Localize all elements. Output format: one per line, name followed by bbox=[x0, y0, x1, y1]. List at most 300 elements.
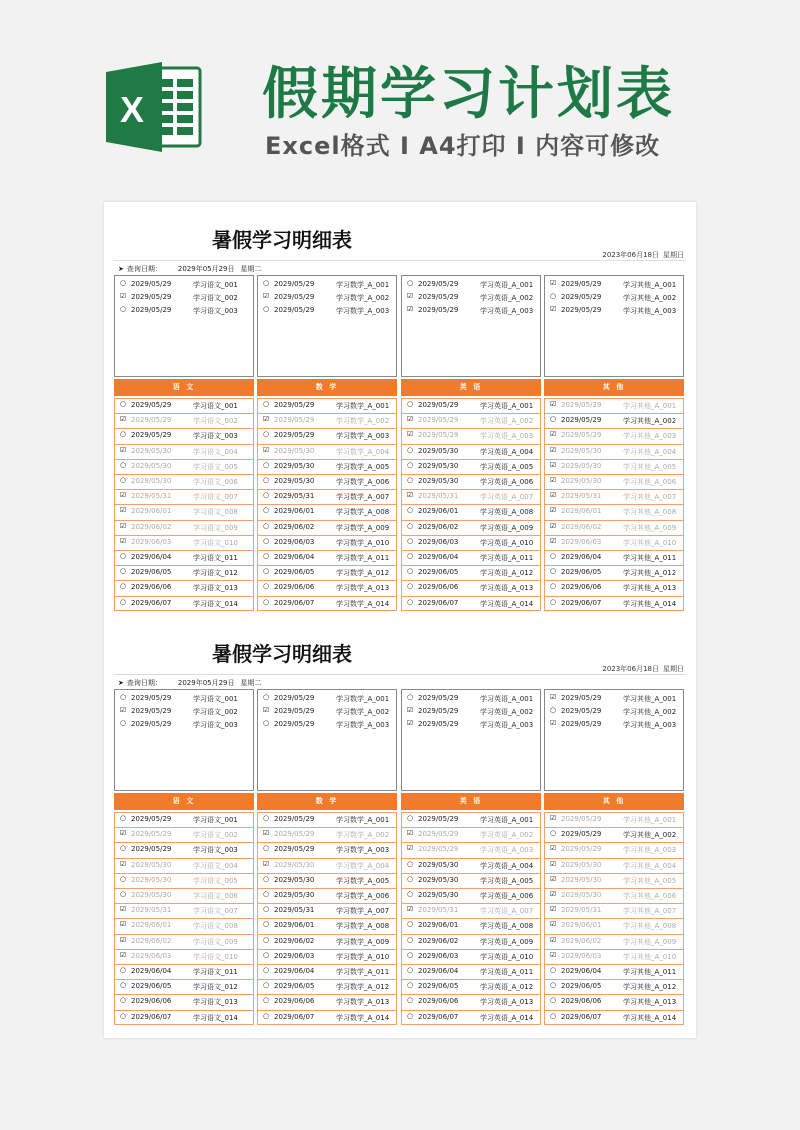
task-name: 学习数学_A_014 bbox=[336, 1013, 390, 1022]
circle-icon[interactable]: ○ bbox=[406, 874, 414, 883]
task-row[interactable] bbox=[545, 949, 683, 964]
circle-icon[interactable]: ○ bbox=[262, 935, 270, 944]
circle-icon[interactable]: ○ bbox=[262, 400, 270, 408]
circle-icon[interactable]: ○ bbox=[119, 582, 127, 591]
checkbox-checked-icon[interactable]: ☑ bbox=[549, 814, 557, 822]
task-name: 学习语文_007 bbox=[193, 493, 238, 502]
checkbox-checked-icon[interactable]: ☑ bbox=[406, 415, 414, 424]
task-row[interactable] bbox=[258, 979, 396, 994]
circle-icon[interactable]: ○ bbox=[262, 305, 270, 313]
task-row[interactable] bbox=[402, 398, 540, 413]
task-row[interactable] bbox=[402, 489, 540, 504]
task-row[interactable] bbox=[258, 580, 396, 595]
task-row[interactable] bbox=[258, 827, 396, 842]
circle-icon[interactable]: ○ bbox=[406, 996, 414, 1005]
circle-icon[interactable]: ○ bbox=[262, 966, 270, 974]
circle-icon[interactable]: ○ bbox=[406, 582, 414, 591]
checkbox-checked-icon[interactable]: ☑ bbox=[119, 905, 127, 914]
task-name: 学习其他_A_003 bbox=[623, 721, 677, 729]
task-row[interactable] bbox=[402, 873, 540, 888]
task-date: 2029/05/29 bbox=[561, 694, 602, 702]
task-date: 2029/05/30 bbox=[418, 461, 459, 470]
circle-icon[interactable]: ○ bbox=[549, 1011, 557, 1020]
task-row[interactable] bbox=[545, 827, 683, 842]
circle-icon[interactable]: ○ bbox=[119, 814, 127, 822]
task-date: 2029/06/02 bbox=[561, 522, 602, 531]
task-row[interactable] bbox=[258, 903, 396, 918]
pending-task-row[interactable] bbox=[115, 705, 253, 718]
task-row[interactable] bbox=[115, 459, 253, 474]
checkbox-checked-icon[interactable]: ☑ bbox=[262, 292, 270, 300]
checkbox-checked-icon[interactable]: ☑ bbox=[119, 859, 127, 868]
task-row[interactable] bbox=[545, 812, 683, 827]
task-row[interactable] bbox=[402, 1010, 540, 1025]
circle-icon[interactable]: ○ bbox=[119, 966, 127, 974]
circle-icon[interactable]: ○ bbox=[119, 844, 127, 853]
task-row[interactable] bbox=[402, 550, 540, 565]
pending-task-row[interactable] bbox=[258, 692, 396, 705]
query-date[interactable]: 2029年05月29日 bbox=[177, 265, 235, 273]
circle-icon[interactable]: ○ bbox=[406, 981, 414, 990]
task-row[interactable] bbox=[402, 979, 540, 994]
circle-icon[interactable]: ○ bbox=[119, 890, 127, 898]
checkbox-checked-icon[interactable]: ☑ bbox=[549, 305, 557, 313]
circle-icon[interactable]: ○ bbox=[406, 1011, 414, 1020]
task-row[interactable] bbox=[115, 994, 253, 1009]
task-row[interactable] bbox=[115, 489, 253, 504]
checkbox-checked-icon[interactable]: ☑ bbox=[549, 460, 557, 469]
circle-icon[interactable]: ○ bbox=[406, 935, 414, 944]
task-row[interactable] bbox=[402, 888, 540, 903]
circle-icon[interactable]: ○ bbox=[262, 1011, 270, 1020]
task-date: 2029/06/03 bbox=[131, 951, 172, 960]
pending-task-row[interactable] bbox=[402, 278, 540, 291]
task-row[interactable] bbox=[258, 474, 396, 489]
task-row[interactable] bbox=[545, 459, 683, 474]
checkbox-checked-icon[interactable]: ☑ bbox=[549, 920, 557, 929]
pending-task-row[interactable] bbox=[545, 718, 683, 731]
pending-task-row[interactable] bbox=[545, 304, 683, 317]
task-row[interactable] bbox=[402, 964, 540, 979]
checkbox-checked-icon[interactable]: ☑ bbox=[549, 491, 557, 500]
task-row[interactable] bbox=[402, 565, 540, 580]
checkbox-checked-icon[interactable]: ☑ bbox=[549, 476, 557, 484]
circle-icon[interactable]: ○ bbox=[119, 460, 127, 469]
checkbox-checked-icon[interactable]: ☑ bbox=[119, 536, 127, 545]
task-row[interactable] bbox=[115, 504, 253, 519]
circle-icon[interactable]: ○ bbox=[262, 279, 270, 287]
task-row[interactable] bbox=[115, 934, 253, 949]
task-row[interactable] bbox=[402, 596, 540, 611]
checkbox-checked-icon[interactable]: ☑ bbox=[406, 905, 414, 914]
circle-icon[interactable]: ○ bbox=[406, 859, 414, 868]
task-name: 学习数学_A_001 bbox=[336, 281, 390, 289]
circle-icon[interactable]: ○ bbox=[262, 552, 270, 560]
task-row[interactable] bbox=[402, 444, 540, 459]
checkbox-checked-icon[interactable]: ☑ bbox=[549, 521, 557, 530]
task-name: 学习语文_007 bbox=[193, 907, 238, 916]
pending-task-row[interactable] bbox=[115, 291, 253, 304]
task-row[interactable] bbox=[115, 918, 253, 933]
circle-icon[interactable]: ○ bbox=[262, 536, 270, 545]
task-row[interactable] bbox=[545, 444, 683, 459]
checkbox-checked-icon[interactable]: ☑ bbox=[119, 920, 127, 929]
task-row[interactable] bbox=[115, 474, 253, 489]
checkbox-checked-icon[interactable]: ☑ bbox=[549, 905, 557, 914]
task-row[interactable] bbox=[258, 550, 396, 565]
task-row[interactable] bbox=[402, 459, 540, 474]
pending-task-row[interactable] bbox=[545, 291, 683, 304]
checkbox-checked-icon[interactable]: ☑ bbox=[406, 430, 414, 439]
circle-icon[interactable]: ○ bbox=[406, 506, 414, 515]
task-row[interactable] bbox=[545, 504, 683, 519]
checkbox-checked-icon[interactable]: ☑ bbox=[119, 506, 127, 515]
task-row[interactable] bbox=[115, 413, 253, 428]
circle-icon[interactable]: ○ bbox=[262, 874, 270, 883]
pending-task-row[interactable] bbox=[258, 304, 396, 317]
checkbox-checked-icon[interactable]: ☑ bbox=[119, 935, 127, 944]
task-row[interactable] bbox=[545, 474, 683, 489]
task-name: 学习英语_A_002 bbox=[480, 294, 534, 302]
task-row[interactable] bbox=[258, 918, 396, 933]
checkbox-checked-icon[interactable]: ☑ bbox=[549, 536, 557, 545]
pending-task-row[interactable] bbox=[402, 705, 540, 718]
task-row[interactable] bbox=[258, 504, 396, 519]
task-row[interactable] bbox=[115, 596, 253, 611]
task-row[interactable] bbox=[258, 842, 396, 857]
task-name: 学习数学_A_006 bbox=[336, 892, 390, 900]
checkbox-checked-icon[interactable]: ☑ bbox=[549, 890, 557, 898]
circle-icon[interactable]: ○ bbox=[119, 552, 127, 560]
task-row[interactable] bbox=[545, 964, 683, 979]
task-row[interactable] bbox=[115, 1010, 253, 1025]
checkbox-checked-icon[interactable]: ☑ bbox=[119, 521, 127, 530]
task-row[interactable] bbox=[258, 444, 396, 459]
pending-task-row[interactable] bbox=[258, 718, 396, 731]
circle-icon[interactable]: ○ bbox=[262, 521, 270, 530]
checkbox-checked-icon[interactable]: ☑ bbox=[119, 829, 127, 838]
task-row[interactable] bbox=[258, 413, 396, 428]
pending-task-row[interactable] bbox=[545, 705, 683, 718]
circle-icon[interactable]: ○ bbox=[262, 920, 270, 929]
task-row[interactable] bbox=[545, 550, 683, 565]
task-row[interactable] bbox=[545, 398, 683, 413]
task-row[interactable] bbox=[402, 413, 540, 428]
circle-icon[interactable]: ○ bbox=[406, 400, 414, 408]
task-row[interactable] bbox=[115, 565, 253, 580]
task-row[interactable] bbox=[115, 903, 253, 918]
task-row[interactable] bbox=[545, 1010, 683, 1025]
circle-icon[interactable]: ○ bbox=[549, 582, 557, 591]
pending-task-row[interactable] bbox=[402, 718, 540, 731]
task-row[interactable] bbox=[402, 934, 540, 949]
task-row[interactable] bbox=[545, 888, 683, 903]
task-row[interactable] bbox=[545, 580, 683, 595]
circle-icon[interactable]: ○ bbox=[119, 305, 127, 313]
circle-icon[interactable]: ○ bbox=[406, 445, 414, 454]
task-row[interactable] bbox=[258, 535, 396, 550]
checkbox-checked-icon[interactable]: ☑ bbox=[549, 935, 557, 944]
circle-icon[interactable]: ○ bbox=[119, 719, 127, 727]
pending-task-row[interactable] bbox=[115, 718, 253, 731]
pending-task-row[interactable] bbox=[115, 304, 253, 317]
task-row[interactable] bbox=[115, 398, 253, 413]
task-row[interactable] bbox=[545, 520, 683, 535]
circle-icon[interactable]: ○ bbox=[262, 460, 270, 469]
task-row[interactable] bbox=[258, 565, 396, 580]
pending-task-row[interactable] bbox=[545, 692, 683, 705]
circle-icon[interactable]: ○ bbox=[549, 597, 557, 606]
pending-task-row[interactable] bbox=[115, 692, 253, 705]
circle-icon[interactable]: ○ bbox=[549, 292, 557, 300]
pending-task-row[interactable] bbox=[115, 278, 253, 291]
checkbox-checked-icon[interactable]: ☑ bbox=[119, 292, 127, 300]
task-row[interactable] bbox=[115, 428, 253, 443]
circle-icon[interactable]: ○ bbox=[262, 996, 270, 1005]
checkbox-checked-icon[interactable]: ☑ bbox=[406, 706, 414, 714]
task-list bbox=[114, 398, 254, 611]
circle-icon[interactable]: ○ bbox=[262, 567, 270, 576]
task-date: 2029/06/03 bbox=[561, 951, 602, 960]
circle-icon[interactable]: ○ bbox=[262, 814, 270, 822]
task-row[interactable] bbox=[402, 535, 540, 550]
circle-icon[interactable]: ○ bbox=[549, 567, 557, 576]
circle-icon[interactable]: ○ bbox=[406, 536, 414, 545]
task-row[interactable] bbox=[402, 504, 540, 519]
task-row[interactable] bbox=[402, 428, 540, 443]
checkbox-checked-icon[interactable]: ☑ bbox=[549, 859, 557, 868]
task-row[interactable] bbox=[402, 842, 540, 857]
circle-icon[interactable]: ○ bbox=[262, 476, 270, 484]
task-row[interactable] bbox=[545, 873, 683, 888]
checkbox-checked-icon[interactable]: ☑ bbox=[549, 950, 557, 959]
task-row[interactable] bbox=[545, 565, 683, 580]
task-row[interactable] bbox=[115, 444, 253, 459]
task-name: 学习数学_A_004 bbox=[336, 447, 390, 456]
pending-task-row[interactable] bbox=[402, 304, 540, 317]
checkbox-checked-icon[interactable]: ☑ bbox=[119, 445, 127, 454]
task-row[interactable] bbox=[402, 580, 540, 595]
task-row[interactable] bbox=[402, 474, 540, 489]
circle-icon[interactable]: ○ bbox=[262, 719, 270, 727]
circle-icon[interactable]: ○ bbox=[549, 706, 557, 714]
pending-task-row[interactable] bbox=[258, 705, 396, 718]
task-date: 2029/06/04 bbox=[561, 553, 602, 561]
circle-icon[interactable]: ○ bbox=[119, 279, 127, 287]
pending-task-row[interactable] bbox=[545, 278, 683, 291]
query-date[interactable]: 2029年05月29日 bbox=[177, 679, 235, 687]
task-row[interactable] bbox=[402, 812, 540, 827]
task-row[interactable] bbox=[258, 398, 396, 413]
circle-icon[interactable]: ○ bbox=[119, 1011, 127, 1020]
pending-task-row[interactable] bbox=[258, 278, 396, 291]
circle-icon[interactable]: ○ bbox=[262, 506, 270, 515]
task-row[interactable] bbox=[258, 1010, 396, 1025]
task-row[interactable] bbox=[402, 949, 540, 964]
circle-icon[interactable]: ○ bbox=[406, 890, 414, 898]
circle-icon[interactable]: ○ bbox=[119, 874, 127, 883]
circle-icon[interactable]: ○ bbox=[406, 597, 414, 606]
task-row[interactable] bbox=[258, 994, 396, 1009]
pending-task-row[interactable] bbox=[258, 291, 396, 304]
circle-icon[interactable]: ○ bbox=[119, 430, 127, 439]
task-row[interactable] bbox=[115, 949, 253, 964]
task-date: 2029/05/29 bbox=[418, 306, 459, 314]
circle-icon[interactable]: ○ bbox=[406, 966, 414, 974]
circle-icon[interactable]: ○ bbox=[262, 905, 270, 914]
circle-icon[interactable]: ○ bbox=[262, 844, 270, 853]
task-row[interactable] bbox=[258, 964, 396, 979]
task-row[interactable] bbox=[545, 903, 683, 918]
task-row[interactable] bbox=[545, 934, 683, 949]
checkbox-checked-icon[interactable]: ☑ bbox=[262, 706, 270, 714]
task-row[interactable] bbox=[402, 918, 540, 933]
circle-icon[interactable]: ○ bbox=[406, 814, 414, 822]
task-row[interactable] bbox=[545, 489, 683, 504]
task-row[interactable] bbox=[545, 428, 683, 443]
task-row[interactable] bbox=[545, 994, 683, 1009]
circle-icon[interactable]: ○ bbox=[119, 996, 127, 1005]
task-row[interactable] bbox=[258, 858, 396, 873]
task-row[interactable] bbox=[402, 903, 540, 918]
task-row[interactable] bbox=[545, 842, 683, 857]
circle-icon[interactable]: ○ bbox=[119, 597, 127, 606]
circle-icon[interactable]: ○ bbox=[262, 430, 270, 439]
task-row[interactable] bbox=[258, 596, 396, 611]
checkbox-checked-icon[interactable]: ☑ bbox=[262, 415, 270, 424]
task-row[interactable] bbox=[402, 994, 540, 1009]
task-date: 2029/06/07 bbox=[561, 1012, 602, 1021]
checkbox-checked-icon[interactable]: ☑ bbox=[406, 844, 414, 853]
checkbox-checked-icon[interactable]: ☑ bbox=[262, 829, 270, 838]
task-name: 学习数学_A_003 bbox=[336, 432, 390, 441]
task-row[interactable] bbox=[115, 858, 253, 873]
checkbox-checked-icon[interactable]: ☑ bbox=[406, 305, 414, 313]
circle-icon[interactable]: ○ bbox=[406, 920, 414, 929]
task-row[interactable] bbox=[115, 520, 253, 535]
task-row[interactable] bbox=[115, 535, 253, 550]
circle-icon[interactable]: ○ bbox=[406, 460, 414, 469]
circle-icon[interactable]: ○ bbox=[119, 567, 127, 576]
checkbox-checked-icon[interactable]: ☑ bbox=[262, 445, 270, 454]
task-row[interactable] bbox=[402, 858, 540, 873]
task-row[interactable] bbox=[545, 413, 683, 428]
circle-icon[interactable]: ○ bbox=[119, 981, 127, 990]
checkbox-checked-icon[interactable]: ☑ bbox=[119, 415, 127, 424]
task-row[interactable] bbox=[258, 520, 396, 535]
task-row[interactable] bbox=[115, 827, 253, 842]
circle-icon[interactable]: ○ bbox=[549, 829, 557, 838]
task-row[interactable] bbox=[545, 979, 683, 994]
checkbox-checked-icon[interactable]: ☑ bbox=[406, 292, 414, 300]
task-name: 学习数学_A_004 bbox=[336, 861, 390, 870]
task-name: 学习其他_A_013 bbox=[623, 998, 677, 1007]
checkbox-checked-icon[interactable]: ☑ bbox=[119, 491, 127, 500]
task-name: 学习其他_A_006 bbox=[623, 892, 677, 900]
circle-icon[interactable]: ○ bbox=[262, 981, 270, 990]
circle-icon[interactable]: ○ bbox=[119, 693, 127, 701]
task-row[interactable] bbox=[545, 858, 683, 873]
task-name: 学习其他_A_001 bbox=[623, 281, 677, 289]
circle-icon[interactable]: ○ bbox=[549, 996, 557, 1005]
circle-icon[interactable]: ○ bbox=[406, 279, 414, 287]
task-row[interactable] bbox=[258, 888, 396, 903]
task-row[interactable] bbox=[115, 964, 253, 979]
task-row[interactable] bbox=[258, 428, 396, 443]
checkbox-checked-icon[interactable]: ☑ bbox=[262, 859, 270, 868]
task-row[interactable] bbox=[258, 934, 396, 949]
task-date: 2029/05/31 bbox=[418, 492, 459, 501]
circle-icon[interactable]: ○ bbox=[406, 552, 414, 560]
circle-icon[interactable]: ○ bbox=[406, 567, 414, 576]
checkbox-checked-icon[interactable]: ☑ bbox=[406, 829, 414, 838]
checkbox-checked-icon[interactable]: ☑ bbox=[549, 279, 557, 287]
circle-icon[interactable]: ○ bbox=[119, 476, 127, 484]
circle-icon[interactable]: ○ bbox=[262, 597, 270, 606]
task-row[interactable] bbox=[258, 949, 396, 964]
task-row[interactable] bbox=[115, 580, 253, 595]
task-row[interactable] bbox=[115, 550, 253, 565]
task-name: 学习语文_012 bbox=[193, 569, 238, 578]
task-row[interactable] bbox=[115, 842, 253, 857]
task-row[interactable] bbox=[115, 888, 253, 903]
task-row[interactable] bbox=[545, 918, 683, 933]
task-row[interactable] bbox=[545, 535, 683, 550]
circle-icon[interactable]: ○ bbox=[262, 693, 270, 701]
checkbox-checked-icon[interactable]: ☑ bbox=[406, 719, 414, 727]
task-row[interactable] bbox=[258, 489, 396, 504]
task-row[interactable] bbox=[258, 873, 396, 888]
pending-task-row[interactable] bbox=[402, 692, 540, 705]
task-row[interactable] bbox=[258, 812, 396, 827]
task-row[interactable] bbox=[402, 520, 540, 535]
circle-icon[interactable]: ○ bbox=[406, 521, 414, 530]
pending-task-row[interactable] bbox=[402, 291, 540, 304]
circle-icon[interactable]: ○ bbox=[119, 400, 127, 408]
circle-icon[interactable]: ○ bbox=[262, 491, 270, 500]
circle-icon[interactable]: ○ bbox=[549, 966, 557, 974]
circle-icon[interactable]: ○ bbox=[406, 476, 414, 484]
task-row[interactable] bbox=[258, 459, 396, 474]
circle-icon[interactable]: ○ bbox=[406, 693, 414, 701]
checkbox-checked-icon[interactable]: ☑ bbox=[549, 874, 557, 883]
checkbox-checked-icon[interactable]: ☑ bbox=[549, 506, 557, 515]
checkbox-checked-icon[interactable]: ☑ bbox=[119, 706, 127, 714]
task-row[interactable] bbox=[115, 873, 253, 888]
date-value: 2023年06月18日 bbox=[602, 665, 659, 673]
checkbox-checked-icon[interactable]: ☑ bbox=[549, 844, 557, 853]
circle-icon[interactable]: ○ bbox=[262, 582, 270, 591]
checkbox-checked-icon[interactable]: ☑ bbox=[549, 445, 557, 454]
task-row[interactable] bbox=[115, 812, 253, 827]
checkbox-checked-icon[interactable]: ☑ bbox=[549, 719, 557, 727]
circle-icon[interactable]: ○ bbox=[406, 950, 414, 959]
checkbox-checked-icon[interactable]: ☑ bbox=[549, 430, 557, 439]
task-row[interactable] bbox=[115, 979, 253, 994]
checkbox-checked-icon[interactable]: ☑ bbox=[119, 950, 127, 959]
checkbox-checked-icon[interactable]: ☑ bbox=[549, 693, 557, 701]
task-row[interactable] bbox=[402, 827, 540, 842]
task-row[interactable] bbox=[545, 596, 683, 611]
checkbox-checked-icon[interactable]: ☑ bbox=[549, 400, 557, 408]
circle-icon[interactable]: ○ bbox=[262, 950, 270, 959]
circle-icon[interactable]: ○ bbox=[262, 890, 270, 898]
circle-icon[interactable]: ○ bbox=[549, 552, 557, 560]
checkbox-checked-icon[interactable]: ☑ bbox=[406, 491, 414, 500]
circle-icon[interactable]: ○ bbox=[549, 415, 557, 424]
task-name: 学习语文_008 bbox=[193, 508, 238, 517]
circle-icon[interactable]: ○ bbox=[549, 981, 557, 990]
